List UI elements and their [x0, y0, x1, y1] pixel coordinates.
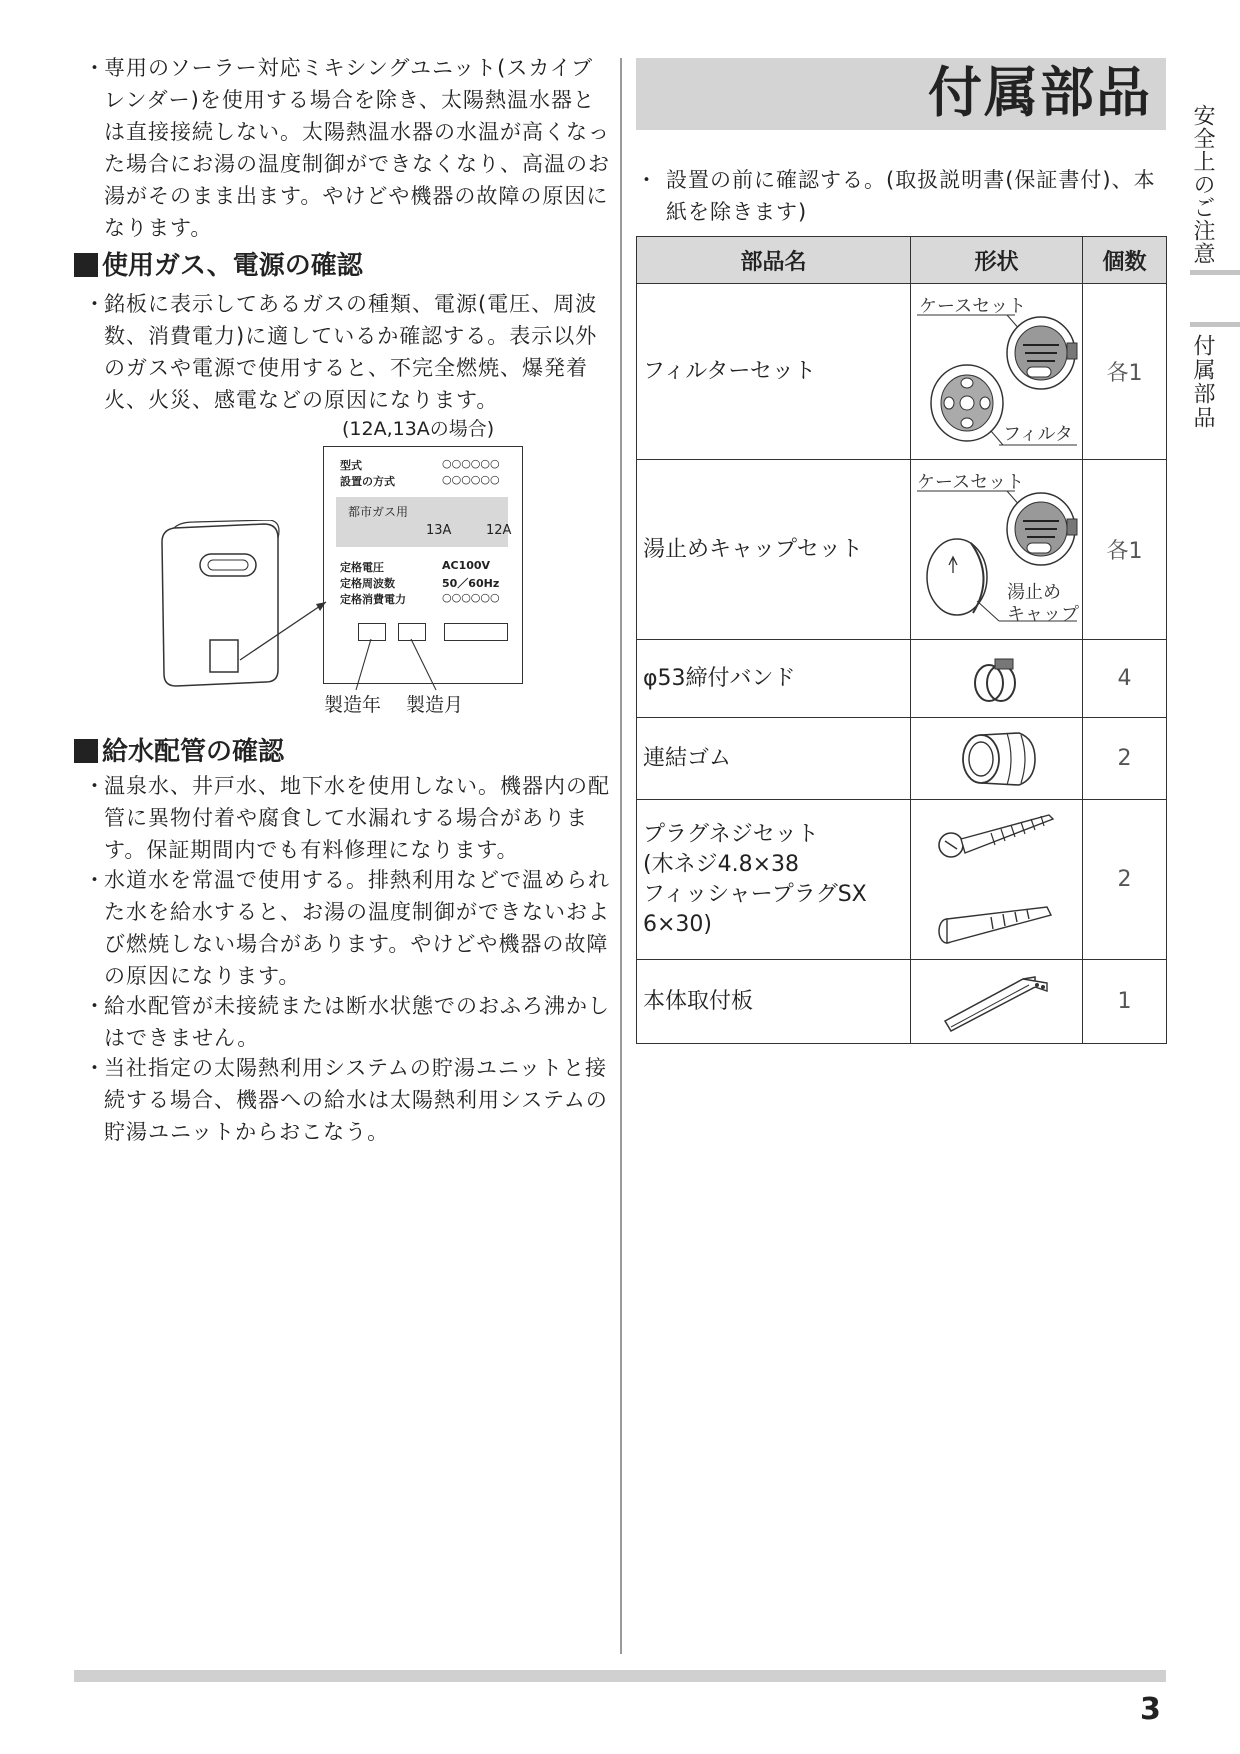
column-divider: [620, 58, 622, 1654]
part-quantity: 2: [1083, 800, 1167, 960]
parts-table: [636, 236, 1167, 1044]
part-name: 連結ゴム: [637, 718, 911, 800]
plate-power-label: 定格消費電力: [340, 593, 406, 606]
part-quantity: 2: [1083, 718, 1167, 800]
plate-frequency-label: 定格周波数: [340, 577, 395, 590]
plate-gas-label: 都市ガス用: [348, 505, 409, 519]
plate-voltage-value: AC100V: [442, 559, 491, 572]
plate-power-value: ○○○○○○: [442, 591, 500, 604]
side-tab-safety[interactable]: [1190, 104, 1220, 265]
title-bar: [636, 58, 1166, 130]
part-shape: [911, 960, 1083, 1044]
manufacture-year-label: 製造年: [324, 694, 382, 716]
side-tab-accessories[interactable]: [1190, 334, 1220, 430]
water-pipe-bullet-3: ・ 給水配管が未接続または断水状態でのおふろ沸かしはできません。: [84, 994, 610, 1050]
part-name: 湯止めキャップセット: [637, 460, 911, 640]
part-shape: [911, 800, 1083, 960]
plate-gas-13a: 13A: [426, 523, 452, 538]
table-row: [637, 718, 1167, 800]
table-row: [637, 460, 1167, 640]
screw-plug-icon: [911, 801, 1081, 959]
page-title: 付属部品: [928, 61, 1152, 124]
parts-table-header: [637, 237, 1167, 284]
plate-model-value: ○○○○○○: [442, 457, 500, 470]
part-name: プラグネジセット (木ネジ4.8×38 フィッシャープラグSX 6×30): [637, 800, 911, 960]
part-shape: [911, 718, 1083, 800]
plate-install-value: ○○○○○○: [442, 473, 500, 486]
shape-label-stop-cap-2: キャップ: [1007, 604, 1079, 625]
header-shape: 形状: [911, 237, 1083, 284]
part-name: 本体取付板: [637, 960, 911, 1044]
table-row: [637, 960, 1167, 1044]
header-quantity: 個数: [1083, 237, 1167, 284]
header-part-name: 部品名: [637, 237, 911, 284]
table-row: [637, 800, 1167, 960]
gas-power-bullet: ・ 銘板に表示してあるガスの種類、電源(電圧、周波数、消費電力)に適しているか確認する。表示以外のガスや電源で使用すると、不完全燃焼、爆発着火、火災、感電などの原因になります。: [84, 292, 598, 412]
plate-install-label: 設置の方式: [340, 475, 395, 488]
water-pipe-bullet-2: ・ 水道水を常温で使用する。排熱利用などで温められた水を給水すると、お湯の温度制御ができないおよび燃焼しない場合があります。やけどや機器の故障の原因になります。: [84, 868, 610, 988]
table-row: [637, 640, 1167, 718]
square-bullet-icon: [74, 253, 98, 277]
water-pipe-bullet-1: ・ 温泉水、井戸水、地下水を使用しない。機器内の配管に異物付着や腐食して水漏れする場合があります。保証期間内でも有料修理になります。: [84, 774, 610, 862]
side-tab-divider: [1190, 270, 1240, 275]
plate-gas-12a: 12A: [486, 523, 512, 538]
band-icon: [911, 641, 1081, 717]
rubber-joint-icon: [911, 719, 1081, 799]
figure-leader-lines: [230, 580, 470, 700]
footer-bar: [74, 1670, 1166, 1682]
page-number: 3: [1140, 1692, 1161, 1727]
part-shape: [911, 284, 1083, 460]
water-pipe-bullet-4: ・ 当社指定の太陽熱利用システムの貯湯ユニットと接続する場合、機器への給水は太陽熱利用システムの貯湯ユニットからおこなう。: [84, 1056, 608, 1144]
manufacture-month-label: 製造月: [406, 694, 464, 716]
square-bullet-icon: [74, 739, 98, 763]
part-quantity: 各1: [1083, 284, 1167, 460]
part-quantity: 各1: [1083, 460, 1167, 640]
part-name: フィルターセット: [637, 284, 911, 460]
part-quantity: 1: [1083, 960, 1167, 1044]
shape-label-case-set: ケースセット: [919, 296, 1027, 317]
intro-bullet: ・ 専用のソーラー対応ミキシングユニット(スカイブレンダー)を使用する場合を除き、太陽熱温水器とは直接接続しない。太陽熱温水器の水温が高くなった場合にお湯の温度制御ができなくなり、高温のお湯がそのまま出ます。やけどや機器の故障の原因になります。: [84, 56, 610, 240]
plate-voltage-label: 定格電圧: [340, 561, 384, 574]
part-shape: [911, 640, 1083, 718]
part-quantity: 4: [1083, 640, 1167, 718]
plate-gas-box: [336, 497, 512, 547]
shape-label-stop-cap-1: 湯止め: [1007, 582, 1061, 603]
install-note: ・ 設置の前に確認する。(取扱説明書(保証書付)、本紙を除きます): [636, 168, 1156, 224]
section-heading-gas-power: 使用ガス、電源の確認: [74, 248, 363, 284]
figure-caption: (12A,13Aの場合): [342, 418, 495, 440]
mounting-plate-icon: [911, 961, 1081, 1043]
section-heading-water-pipe: 給水配管の確認: [74, 734, 284, 770]
side-tab-accessories-label: 付属部品: [1190, 334, 1215, 430]
shape-label-case-set: ケースセット: [917, 472, 1025, 493]
side-tab-divider: [1190, 322, 1240, 327]
plate-frequency-value: 50／60Hz: [442, 577, 500, 590]
plate-model-label: 型式: [340, 459, 362, 472]
side-tab-safety-label: 安全上のご注意: [1190, 104, 1215, 265]
part-shape: [911, 460, 1083, 640]
part-name: φ53締付バンド: [637, 640, 911, 718]
shape-label-filter: フィルタ: [1003, 424, 1073, 445]
table-row: [637, 284, 1167, 460]
